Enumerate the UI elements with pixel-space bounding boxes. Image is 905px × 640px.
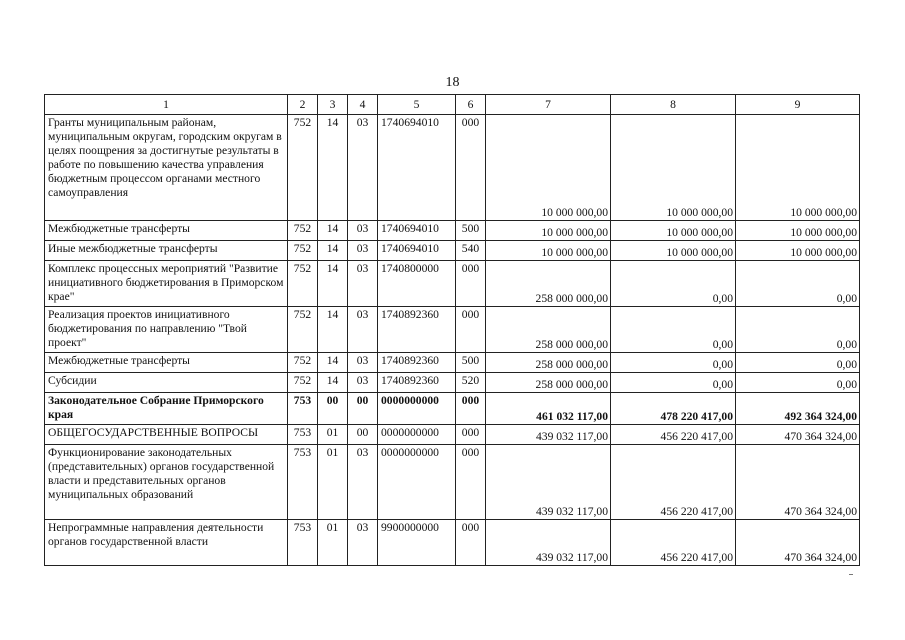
cell-code: 03 (348, 115, 378, 221)
table-row (45, 221, 860, 241)
cell-amount: 0,00 (736, 353, 860, 373)
cell-amount: 258 000 000,00 (486, 307, 611, 353)
column-header: 1 (45, 95, 288, 115)
cell-code: 000 (456, 425, 486, 445)
cell-code: 752 (288, 115, 318, 221)
cell-code: 1740892360 (378, 307, 456, 353)
table-row (45, 520, 860, 566)
column-header: 7 (486, 95, 611, 115)
cell-code: 1740694010 (378, 241, 456, 261)
cell-code: 14 (318, 115, 348, 221)
cell-code: 000 (456, 393, 486, 425)
cell-code: 0000000000 (378, 425, 456, 445)
cell-code: 14 (318, 373, 348, 393)
cell-code: 500 (456, 353, 486, 373)
table-row (45, 445, 860, 520)
cell-amount: 456 220 417,00 (611, 445, 736, 520)
cell-code: 14 (318, 261, 348, 307)
row-name: Субсидии (45, 373, 288, 393)
cell-code: 03 (348, 520, 378, 566)
cell-code: 14 (318, 241, 348, 261)
cell-code: 03 (348, 261, 378, 307)
cell-amount: 10 000 000,00 (486, 221, 611, 241)
cell-amount: 456 220 417,00 (611, 425, 736, 445)
cell-code: 000 (456, 307, 486, 353)
cell-code: 03 (348, 445, 378, 520)
row-name: Непрограммные направления деятельности органов государственной власти (45, 520, 288, 566)
row-name: Реализация проектов инициативного бюджетирования по направлению "Твой проект" (45, 307, 288, 353)
cell-amount: 258 000 000,00 (486, 353, 611, 373)
cell-amount: 470 364 324,00 (736, 520, 860, 566)
cell-code: 500 (456, 221, 486, 241)
cell-amount: 0,00 (736, 261, 860, 307)
cell-amount: 10 000 000,00 (611, 241, 736, 261)
cell-code: 01 (318, 520, 348, 566)
cell-code: 03 (348, 353, 378, 373)
cell-code: 753 (288, 520, 318, 566)
cell-amount: 0,00 (736, 307, 860, 353)
cell-amount: 470 364 324,00 (736, 425, 860, 445)
cell-amount: 10 000 000,00 (736, 115, 860, 221)
cell-code: 753 (288, 393, 318, 425)
budget-table (44, 94, 860, 566)
column-header: 4 (348, 95, 378, 115)
cell-amount: 10 000 000,00 (486, 115, 611, 221)
row-name: Межбюджетные трансферты (45, 353, 288, 373)
cell-code: 14 (318, 353, 348, 373)
cell-code: 752 (288, 221, 318, 241)
cell-code: 9900000000 (378, 520, 456, 566)
cell-amount: 0,00 (611, 261, 736, 307)
cell-code: 01 (318, 445, 348, 520)
row-name: ОБЩЕГОСУДАРСТВЕННЫЕ ВОПРОСЫ (45, 425, 288, 445)
cell-code: 0000000000 (378, 445, 456, 520)
scan-mark (849, 574, 853, 575)
cell-code: 03 (348, 373, 378, 393)
column-header: 5 (378, 95, 456, 115)
cell-code: 752 (288, 353, 318, 373)
cell-code: 000 (456, 520, 486, 566)
cell-code: 752 (288, 307, 318, 353)
cell-amount: 10 000 000,00 (611, 221, 736, 241)
cell-code: 1740892360 (378, 373, 456, 393)
cell-code: 03 (348, 307, 378, 353)
column-header: 3 (318, 95, 348, 115)
cell-code: 01 (318, 425, 348, 445)
table-row (45, 373, 860, 393)
table-row (45, 425, 860, 445)
cell-code: 0000000000 (378, 393, 456, 425)
table-row (45, 261, 860, 307)
cell-amount: 470 364 324,00 (736, 445, 860, 520)
row-name: Комплекс процессных мероприятий "Развитие инициативного бюджетирования в Приморском крае" (45, 261, 288, 307)
cell-code: 000 (456, 445, 486, 520)
column-header: 6 (456, 95, 486, 115)
cell-amount: 492 364 324,00 (736, 393, 860, 425)
row-name: Иные межбюджетные трансферты (45, 241, 288, 261)
cell-amount: 10 000 000,00 (736, 241, 860, 261)
table-header-row (45, 95, 860, 115)
cell-amount: 258 000 000,00 (486, 261, 611, 307)
cell-amount: 0,00 (736, 373, 860, 393)
cell-amount: 10 000 000,00 (736, 221, 860, 241)
row-name: Межбюджетные трансферты (45, 221, 288, 241)
cell-code: 000 (456, 261, 486, 307)
cell-amount: 439 032 117,00 (486, 520, 611, 566)
cell-code: 753 (288, 445, 318, 520)
column-header: 8 (611, 95, 736, 115)
cell-amount: 461 032 117,00 (486, 393, 611, 425)
cell-code: 752 (288, 261, 318, 307)
table-row (45, 115, 860, 221)
cell-code: 00 (348, 425, 378, 445)
table-row (45, 393, 860, 425)
cell-code: 14 (318, 221, 348, 241)
cell-amount: 258 000 000,00 (486, 373, 611, 393)
cell-code: 14 (318, 307, 348, 353)
cell-amount: 10 000 000,00 (611, 115, 736, 221)
cell-code: 752 (288, 241, 318, 261)
cell-amount: 456 220 417,00 (611, 520, 736, 566)
cell-amount: 0,00 (611, 353, 736, 373)
cell-code: 1740694010 (378, 221, 456, 241)
table-row (45, 353, 860, 373)
column-header: 2 (288, 95, 318, 115)
cell-amount: 0,00 (611, 373, 736, 393)
table-row (45, 241, 860, 261)
cell-code: 00 (318, 393, 348, 425)
cell-code: 1740892360 (378, 353, 456, 373)
row-name: Законодательное Собрание Приморского края (45, 393, 288, 425)
cell-code: 540 (456, 241, 486, 261)
cell-amount: 439 032 117,00 (486, 445, 611, 520)
table-row (45, 307, 860, 353)
cell-amount: 10 000 000,00 (486, 241, 611, 261)
cell-amount: 439 032 117,00 (486, 425, 611, 445)
cell-code: 753 (288, 425, 318, 445)
cell-code: 1740800000 (378, 261, 456, 307)
cell-code: 1740694010 (378, 115, 456, 221)
cell-code: 000 (456, 115, 486, 221)
cell-amount: 0,00 (611, 307, 736, 353)
page-number: 18 (445, 75, 460, 90)
cell-code: 03 (348, 241, 378, 261)
row-name: Функционирование законодательных (представительных) органов государственной власти и представительных органов муниципальных образований (45, 445, 288, 520)
cell-amount: 478 220 417,00 (611, 393, 736, 425)
cell-code: 03 (348, 221, 378, 241)
cell-code: 00 (348, 393, 378, 425)
cell-code: 520 (456, 373, 486, 393)
row-name: Гранты муниципальным районам, муниципальным округам, городским округам в целях поощрения за достигнутые результаты в работе по повышению качества управления бюджетным процессом органами местного самоуправления (45, 115, 288, 221)
cell-code: 752 (288, 373, 318, 393)
column-header: 9 (736, 95, 860, 115)
